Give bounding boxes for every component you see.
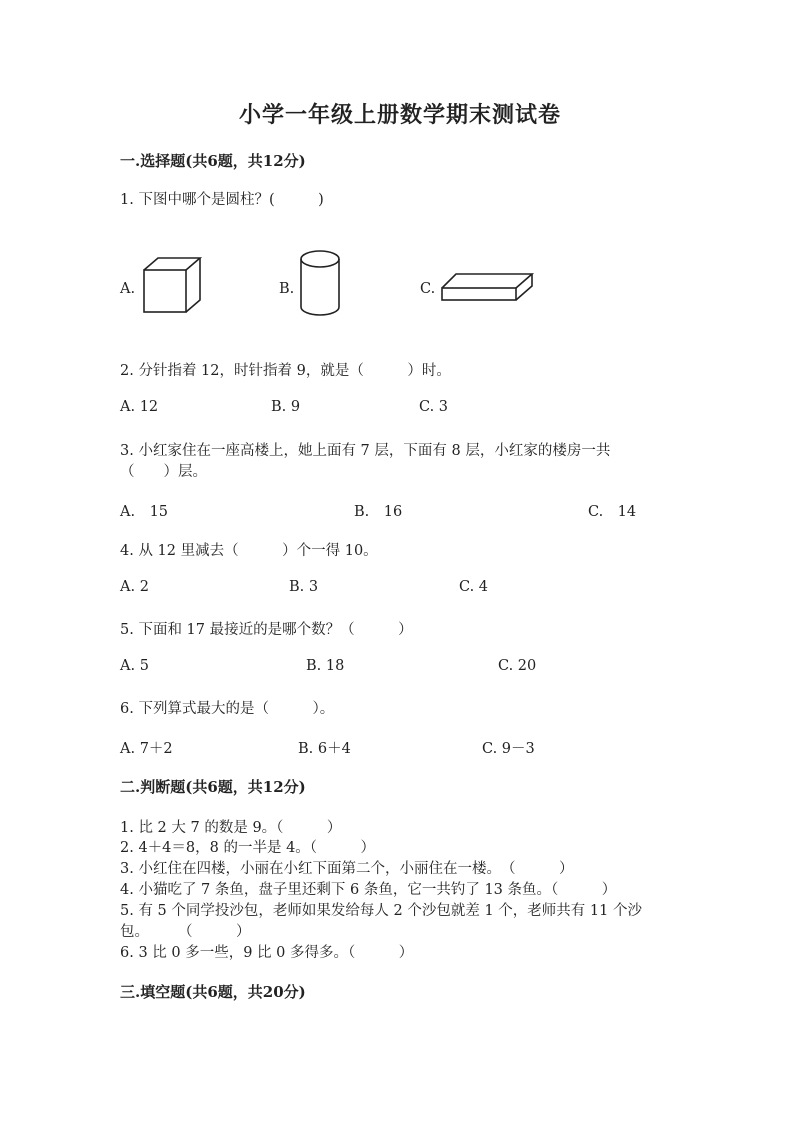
q5-option-a: A. 5 bbox=[120, 658, 149, 674]
cuboid-icon bbox=[440, 272, 534, 302]
judge-item-2: 2. 4＋4＝8，8 的一半是 4。（ ） bbox=[120, 840, 376, 856]
page-title: 小学一年级上册数学期末测试卷 bbox=[238, 102, 561, 128]
question-4: 4. 从 12 里减去（ ）个一得 10。 bbox=[120, 543, 378, 559]
judge-item-6: 6. 3 比 0 多一些，9 比 0 多得多。（ ） bbox=[120, 945, 414, 961]
q1-option-a: A. bbox=[120, 281, 136, 297]
q3-option-a: A. 15 bbox=[120, 504, 169, 520]
cylinder-icon bbox=[300, 249, 342, 319]
q2-option-a: A. 12 bbox=[120, 399, 159, 415]
q5-option-b: B. 18 bbox=[306, 658, 345, 674]
q6-option-c: C. 9－3 bbox=[482, 741, 535, 757]
question-6: 6. 下列算式最大的是（ ）。 bbox=[120, 701, 335, 717]
judge-item-5-line-2: 包。 （ ） bbox=[120, 924, 251, 940]
cube-icon bbox=[142, 256, 204, 314]
question-3-line-1: 3. 小红家住在一座高楼上，她上面有 7 层，下面有 8 层，小红家的楼房一共 bbox=[120, 443, 611, 459]
q2-option-b: B. 9 bbox=[271, 399, 301, 415]
q4-option-c: C. 4 bbox=[459, 579, 489, 595]
judge-item-4: 4. 小猫吃了 7 条鱼，盘子里还剩下 6 条鱼，它一共钓了 13 条鱼。（ ） bbox=[120, 882, 617, 898]
q3-option-c: C. 14 bbox=[588, 504, 637, 520]
section-heading-judge: 二.判断题(共6题，共12分) bbox=[120, 778, 306, 796]
q1-option-b: B. bbox=[279, 281, 295, 297]
q5-option-c: C. 20 bbox=[498, 658, 537, 674]
section-heading-choice: 一.选择题(共6题，共12分) bbox=[120, 152, 306, 170]
judge-item-3: 3. 小红住在四楼，小丽在小红下面第二个，小丽住在一楼。 （ ） bbox=[120, 861, 574, 877]
question-3-line-2: （ ）层。 bbox=[120, 464, 207, 480]
q6-option-b: B. 6＋4 bbox=[298, 741, 351, 757]
section-heading-fill: 三.填空题(共6题，共20分) bbox=[120, 983, 306, 1001]
q6-option-a: A. 7＋2 bbox=[120, 741, 173, 757]
q4-option-b: B. 3 bbox=[289, 579, 319, 595]
judge-item-1: 1. 比 2 大 7 的数是 9。（ ） bbox=[120, 820, 342, 836]
question-2: 2. 分针指着 12，时针指着 9，就是（ ）时。 bbox=[120, 363, 451, 379]
q4-option-a: A. 2 bbox=[120, 579, 149, 595]
question-1: 1. 下图中哪个是圆柱？( ) bbox=[120, 192, 324, 208]
q1-option-c: C. bbox=[420, 281, 436, 297]
q3-option-b: B. 16 bbox=[354, 504, 403, 520]
q2-option-c: C. 3 bbox=[419, 399, 449, 415]
judge-item-5-line-1: 5. 有 5 个同学投沙包，老师如果发给每人 2 个沙包就差 1 个，老师共有 11 个沙 bbox=[120, 903, 642, 919]
question-5: 5. 下面和 17 最接近的是哪个数？（ ） bbox=[120, 622, 413, 638]
